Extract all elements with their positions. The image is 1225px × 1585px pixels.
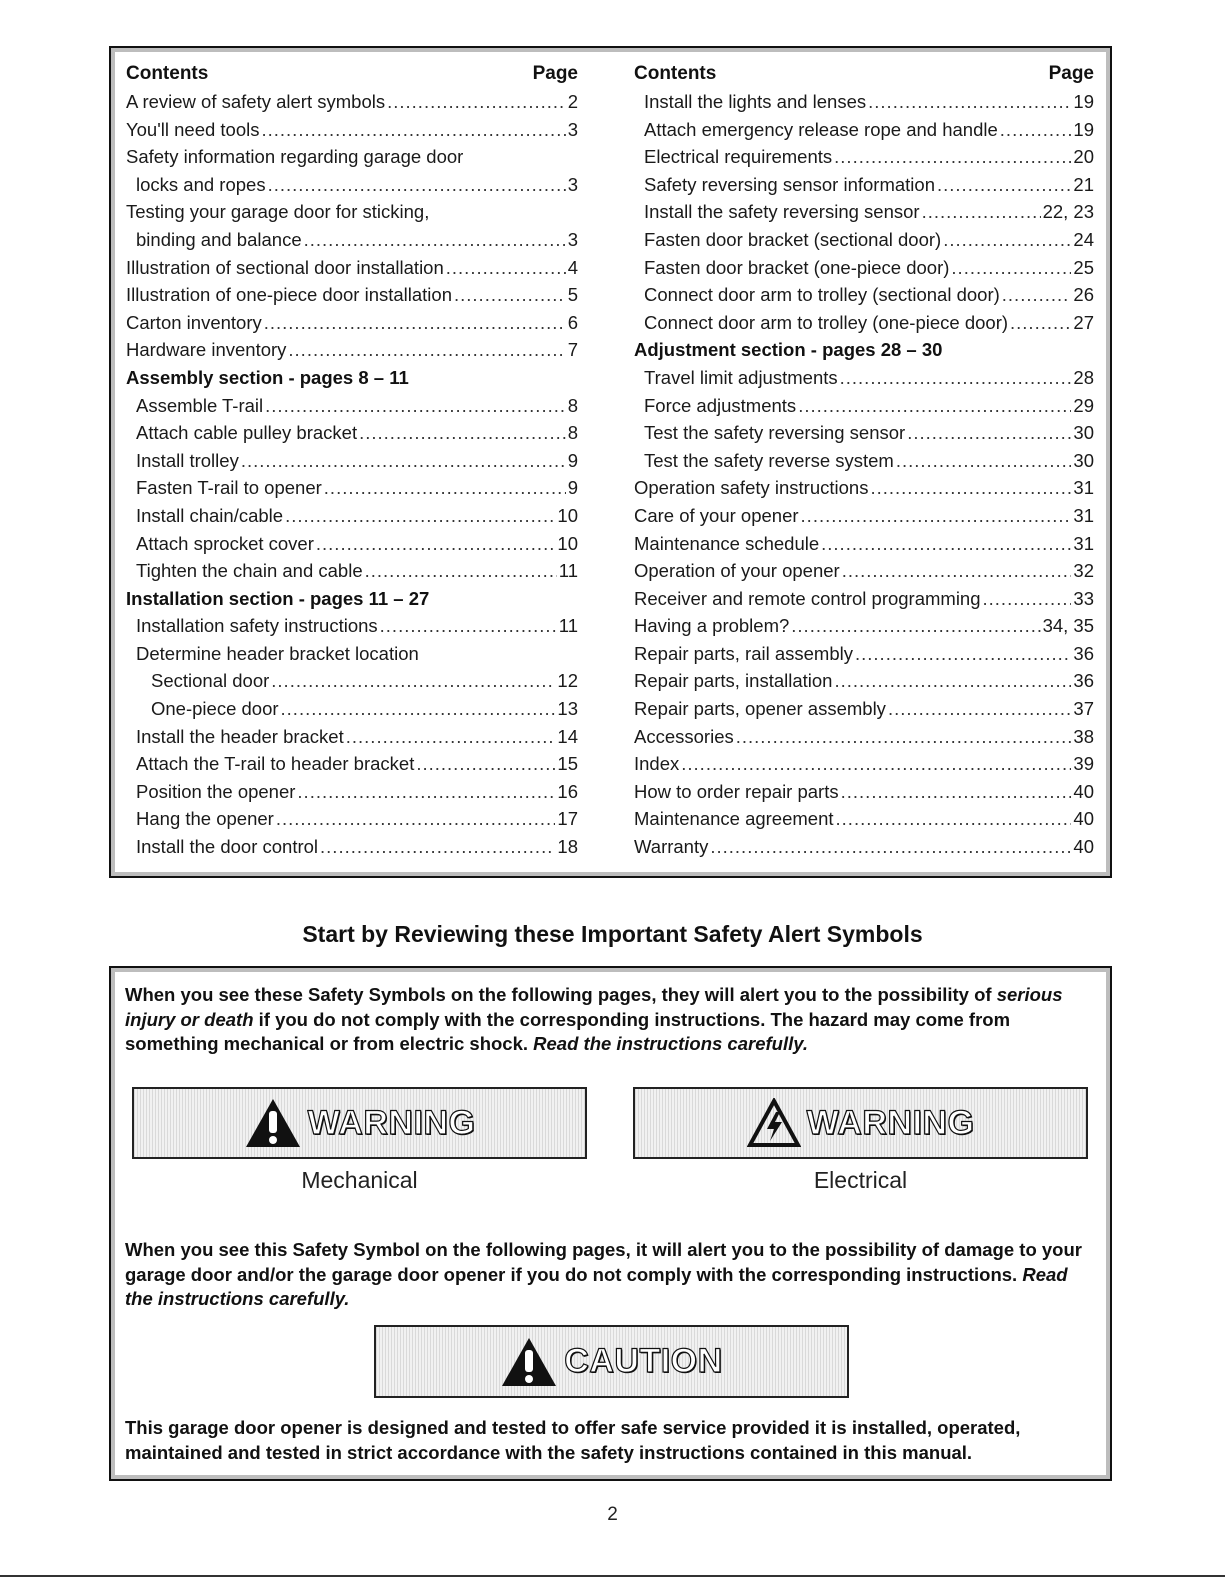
toc-entry-page: 29	[1073, 394, 1094, 416]
toc-entry-title: Maintenance agreement	[634, 808, 834, 830]
toc-entry-page: 11	[558, 615, 578, 637]
toc-entry-title: Warranty	[634, 836, 709, 858]
toc-entry	[126, 281, 578, 309]
toc-entry	[634, 612, 1094, 640]
toc-leader-dots	[316, 530, 556, 558]
toc-entry-page: 40	[1073, 836, 1094, 858]
toc-entry-page: 6	[567, 311, 578, 333]
damage-warning-text	[125, 1238, 1097, 1312]
toc-entry-title: Test the safety reversing sensor	[644, 422, 906, 444]
toc-entry-page: 40	[1073, 780, 1094, 802]
toc-entry-page: 30	[1073, 422, 1094, 444]
toc-leader-dots	[320, 833, 555, 861]
toc-leader-dots	[801, 502, 1072, 530]
toc-leader-dots	[710, 833, 1071, 861]
toc-leader-dots	[922, 198, 1041, 226]
toc-header-title: Contents	[126, 63, 209, 84]
toc-header	[634, 60, 1094, 88]
toc-entry	[126, 336, 578, 364]
toc-entry-title: Install the lights and lenses	[644, 91, 867, 112]
toc-leader-dots	[276, 805, 556, 833]
toc-leader-dots	[241, 447, 566, 475]
toc-leader-dots	[951, 254, 1071, 282]
caution-sign	[374, 1325, 849, 1398]
toc-entry	[126, 833, 578, 861]
toc-entry-title: Fasten door bracket (one-piece door)	[644, 256, 950, 278]
toc-entry-page: 39	[1073, 753, 1094, 775]
toc-entry	[126, 198, 578, 226]
toc-entry-page: 21	[1073, 173, 1094, 195]
toc-entry-page: 34, 35	[1042, 615, 1094, 637]
toc-entry-page: 33	[1073, 587, 1094, 609]
electrical-warning-sign	[633, 1087, 1088, 1159]
toc-entry	[126, 557, 578, 585]
toc-leader-dots	[359, 419, 566, 447]
toc-leader-dots	[281, 695, 556, 723]
toc-entry-title: Connect door arm to trolley (sectional door)	[644, 284, 1000, 306]
toc-entry	[634, 226, 1094, 254]
toc-entry-page: 25	[1073, 256, 1094, 278]
toc-left-column	[126, 60, 578, 861]
toc-entry-page: 32	[1073, 560, 1094, 582]
toc-entry	[126, 309, 578, 337]
toc-entry-page: 7	[567, 339, 578, 361]
toc-entry-title: Sectional door	[151, 670, 270, 692]
caution-word: CAUTION	[564, 1342, 723, 1380]
toc-entry-page: 10	[557, 504, 578, 526]
toc-entry-page: 36	[1073, 670, 1094, 692]
toc-entry-page: 38	[1073, 725, 1094, 747]
toc-entry-title: locks and ropes	[136, 173, 266, 195]
intro-text-emphasis: serious injury or death	[125, 984, 1063, 1030]
toc-leader-dots	[261, 116, 565, 144]
toc-leader-dots	[288, 336, 565, 364]
toc-leader-dots	[896, 447, 1072, 475]
toc-entry	[126, 750, 578, 778]
toc-leader-dots	[943, 226, 1071, 254]
toc-entry	[634, 254, 1094, 282]
toc-entry-title: Carton inventory	[126, 311, 262, 333]
intro-text-a: When you see these Safety Symbols on the following pages, they will alert you to the possibility of	[125, 984, 997, 1005]
intro-text-c: if you do not comply with the corresponding instructions. The hazard may come from something mechanical or from electric shock.	[125, 1008, 1011, 1054]
toc-entry	[634, 392, 1094, 420]
toc-entry-title: Illustration of sectional door installation	[126, 256, 444, 278]
toc-entry-page: 40	[1073, 808, 1094, 830]
toc-entry	[126, 226, 578, 254]
toc-entry-title: Attach sprocket cover	[136, 532, 314, 554]
toc-entry	[126, 723, 578, 751]
intro-text-instruction: Read the instructions carefully.	[533, 1033, 808, 1054]
toc-entry	[634, 309, 1094, 337]
toc-entry-page: 4	[567, 256, 578, 278]
toc-entry-title: Attach cable pulley bracket	[136, 422, 358, 444]
toc-entry	[634, 778, 1094, 806]
toc-entry-title: binding and balance	[136, 228, 302, 250]
toc-entry-page: 31	[1073, 504, 1094, 526]
toc-entry-page: 26	[1073, 284, 1094, 306]
toc-entry	[126, 612, 578, 640]
toc-entry-title: Hardware inventory	[126, 339, 287, 361]
toc-leader-dots	[297, 778, 555, 806]
toc-entry-title: Repair parts, opener assembly	[634, 698, 886, 720]
toc-entry-page: 30	[1073, 449, 1094, 471]
toc-entry	[126, 667, 578, 695]
toc-entry-title: How to order repair parts	[634, 780, 839, 802]
toc-entry-title: Operation of your opener	[634, 560, 840, 582]
toc-entry	[634, 364, 1094, 392]
toc-entry-title: Assemble T-rail	[136, 394, 264, 416]
toc-leader-dots	[264, 309, 566, 337]
toc-entry	[126, 419, 578, 447]
toc-leader-dots	[791, 612, 1040, 640]
toc-entry-title: Safety reversing sensor information	[644, 173, 935, 195]
toc-entry-title: Safety information regarding garage door	[126, 146, 464, 168]
toc-entry-page: 24	[1073, 228, 1094, 250]
toc-leader-dots	[454, 281, 566, 309]
toc-leader-dots	[346, 723, 556, 751]
toc-leader-dots	[304, 226, 566, 254]
toc-entry	[126, 447, 578, 475]
toc-entry-title: Attach the T-rail to header bracket	[136, 753, 415, 775]
toc-entry-page: 31	[1073, 532, 1094, 554]
toc-entry-page: 8	[567, 394, 578, 416]
toc-entry-title: Having a problem?	[634, 615, 790, 637]
toc-entry	[126, 695, 578, 723]
damage-text-a: When you see this Safety Symbol on the following pages, it will alert you to the possibility of damage to your garage door and/or the garage door opener if you do not comply with the corresponding instructions.	[125, 1239, 1082, 1285]
toc-entry-title: A review of safety alert symbols	[126, 91, 386, 112]
toc-entry-page: 31	[1073, 477, 1094, 499]
toc-entry	[634, 750, 1094, 778]
toc-leader-dots	[1002, 281, 1072, 309]
toc-entry	[634, 143, 1094, 171]
toc-entry-page: 37	[1073, 698, 1094, 720]
toc-entry-page: 10	[557, 532, 578, 554]
toc-header	[126, 60, 578, 88]
toc-entry	[126, 640, 578, 668]
toc-entry	[126, 778, 578, 806]
toc-entry-page: 3	[567, 173, 578, 195]
toc-entry-page: 12	[557, 670, 578, 692]
toc-leader-dots	[841, 778, 1072, 806]
toc-header-page: Page	[532, 63, 578, 84]
toc-entry-page: 3	[567, 228, 578, 250]
toc-entry-title: Install the door control	[136, 836, 319, 858]
toc-entry-page: 17	[557, 808, 578, 830]
toc-leader-dots	[798, 392, 1071, 420]
toc-entry-page: 16	[557, 780, 578, 802]
toc-entry-title: Fasten T-rail to opener	[136, 477, 322, 499]
toc-entry-page: 28	[1073, 366, 1094, 388]
table-of-contents	[109, 46, 1112, 878]
toc-header-title: Contents	[634, 63, 717, 84]
toc-entry	[634, 805, 1094, 833]
toc-leader-dots	[271, 667, 555, 695]
toc-entry-title: Care of your opener	[634, 504, 799, 526]
toc-entry	[634, 695, 1094, 723]
toc-entry-title: Connect door arm to trolley (one-piece door)	[644, 311, 1009, 333]
toc-leader-dots	[842, 557, 1072, 585]
toc-entry	[634, 585, 1094, 613]
toc-leader-dots	[834, 143, 1071, 171]
toc-entry-page: 36	[1073, 642, 1094, 664]
toc-entry-title: Repair parts, rail assembly	[634, 642, 853, 664]
toc-entry-title: Index	[634, 753, 680, 775]
toc-entry	[126, 116, 578, 144]
toc-entry-title: One-piece door	[151, 698, 279, 720]
closing-safety-text: This garage door opener is designed and tested to offer safe service provided it is installed, operated, maintained and tested in strict accordance with the safety instructions contained in this manual.	[125, 1417, 1021, 1463]
toc-entry-title: You'll need tools	[126, 118, 260, 140]
toc-entry-page: 8	[567, 422, 578, 444]
toc-leader-dots	[888, 695, 1071, 723]
toc-entry-page: 20	[1073, 146, 1094, 168]
toc-entry	[126, 530, 578, 558]
toc-leader-dots	[736, 723, 1072, 751]
toc-entry-title: Accessories	[634, 725, 734, 747]
toc-leader-dots	[834, 667, 1071, 695]
toc-entry	[126, 254, 578, 282]
toc-entry	[634, 723, 1094, 751]
toc-entry-title: Maintenance schedule	[634, 532, 820, 554]
toc-entry-page: 11	[558, 560, 578, 582]
bottom-rule	[0, 1575, 1225, 1577]
toc-entry-title: Attach emergency release rope and handle	[644, 118, 998, 140]
toc-entry-page: 15	[557, 753, 578, 775]
toc-entry-title: Travel limit adjustments	[644, 366, 838, 388]
toc-entry-title: Install trolley	[136, 449, 239, 471]
toc-entry	[634, 281, 1094, 309]
toc-entry	[634, 198, 1094, 226]
toc-entry-title: Operation safety instructions	[634, 477, 869, 499]
safety-alert-box	[109, 966, 1112, 1481]
safety-heading: Start by Reviewing these Important Safety Alert Symbols	[302, 921, 923, 947]
toc-leader-dots	[285, 502, 555, 530]
toc-left-rows	[126, 88, 578, 861]
toc-entry-title: Determine header bracket location	[136, 642, 419, 664]
electric-shock-icon	[747, 1098, 801, 1148]
toc-entry-page: 18	[557, 836, 578, 858]
toc-entry-title: Test the safety reverse system	[644, 449, 894, 471]
toc-entry	[634, 474, 1094, 502]
alert-triangle-icon	[500, 1336, 558, 1388]
toc-leader-dots	[268, 171, 566, 199]
toc-entry-title: Receiver and remote control programming	[634, 587, 981, 609]
toc-leader-dots	[265, 392, 566, 420]
toc-entry-title: Adjustment section - pages 28 – 30	[634, 339, 943, 361]
toc-entry-page: 19	[1073, 91, 1094, 112]
toc-entry	[634, 557, 1094, 585]
toc-entry	[634, 419, 1094, 447]
toc-entry-page: 9	[567, 449, 578, 471]
damage-text-instruction: Read the instructions carefully.	[125, 1263, 1068, 1309]
toc-entry-title: Repair parts, installation	[634, 670, 833, 692]
toc-entry-page: 9	[567, 477, 578, 499]
toc-entry-title: Installation safety instructions	[136, 615, 378, 637]
toc-entry-title: Installation section - pages 11 – 27	[126, 587, 430, 609]
toc-leader-dots	[937, 171, 1071, 199]
safety-intro-text	[125, 983, 1097, 1057]
toc-entry-title: Install chain/cable	[136, 504, 284, 526]
toc-section-heading	[634, 336, 1094, 364]
toc-entry	[634, 640, 1094, 668]
toc-entry	[126, 805, 578, 833]
toc-entry-title: Hang the opener	[136, 808, 274, 830]
toc-entry	[126, 502, 578, 530]
toc-entry-page: 13	[557, 698, 578, 720]
toc-leader-dots	[836, 805, 1072, 833]
toc-header-page: Page	[1048, 63, 1094, 84]
toc-entry-title: Install the header bracket	[136, 725, 344, 747]
toc-leader-dots	[840, 364, 1072, 392]
toc-entry	[126, 143, 578, 171]
toc-leader-dots	[387, 88, 566, 116]
toc-entry-page: 2	[567, 91, 578, 112]
toc-leader-dots	[855, 640, 1071, 668]
toc-entry	[126, 474, 578, 502]
toc-entry-title: Illustration of one-piece door installation	[126, 284, 452, 306]
electrical-caption: Electrical	[813, 1167, 908, 1193]
toc-leader-dots	[365, 557, 557, 585]
warning-word: WARNING	[806, 1103, 975, 1142]
toc-entry	[634, 88, 1094, 116]
page-number: 2	[607, 1504, 618, 1525]
alert-triangle-icon	[244, 1097, 302, 1149]
toc-entry	[126, 171, 578, 199]
toc-entry-page: 14	[557, 725, 578, 747]
toc-leader-dots	[324, 474, 566, 502]
toc-leader-dots	[1000, 116, 1072, 144]
toc-leader-dots	[868, 88, 1071, 116]
toc-entry-title: Position the opener	[136, 780, 296, 802]
toc-leader-dots	[416, 750, 555, 778]
toc-entry-title: Fasten door bracket (sectional door)	[644, 228, 942, 250]
toc-section-heading	[126, 585, 578, 613]
toc-entry-page: 5	[567, 284, 578, 306]
toc-entry-title: Assembly section - pages 8 – 11	[126, 366, 409, 388]
toc-entry	[634, 502, 1094, 530]
toc-entry	[126, 392, 578, 420]
toc-leader-dots	[983, 585, 1072, 613]
toc-entry	[634, 667, 1094, 695]
toc-entry-page: 3	[567, 118, 578, 140]
toc-leader-dots	[821, 530, 1071, 558]
mechanical-warning-sign	[132, 1087, 587, 1159]
toc-section-heading	[126, 364, 578, 392]
toc-right-column	[634, 60, 1094, 861]
toc-entry	[634, 833, 1094, 861]
toc-entry-title: Testing your garage door for sticking,	[126, 201, 430, 223]
toc-leader-dots	[870, 474, 1071, 502]
toc-entry-title: Install the safety reversing sensor	[644, 201, 920, 223]
toc-entry-title: Tighten the chain and cable	[136, 560, 363, 582]
mechanical-caption: Mechanical	[301, 1167, 418, 1193]
toc-leader-dots	[446, 254, 566, 282]
toc-leader-dots	[907, 419, 1071, 447]
toc-entry	[634, 116, 1094, 144]
toc-entry	[634, 447, 1094, 475]
toc-entry-title: Force adjustments	[644, 394, 797, 416]
toc-entry	[634, 530, 1094, 558]
toc-leader-dots	[380, 612, 557, 640]
toc-entry-page: 19	[1073, 118, 1094, 140]
toc-right-rows	[634, 88, 1094, 861]
warning-word: WARNING	[307, 1103, 476, 1142]
toc-entry-page: 22, 23	[1042, 201, 1094, 223]
toc-entry	[126, 88, 578, 116]
toc-entry	[634, 171, 1094, 199]
toc-leader-dots	[681, 750, 1071, 778]
toc-leader-dots	[1010, 309, 1071, 337]
toc-entry-page: 27	[1073, 311, 1094, 333]
toc-entry-title: Electrical requirements	[644, 146, 833, 168]
